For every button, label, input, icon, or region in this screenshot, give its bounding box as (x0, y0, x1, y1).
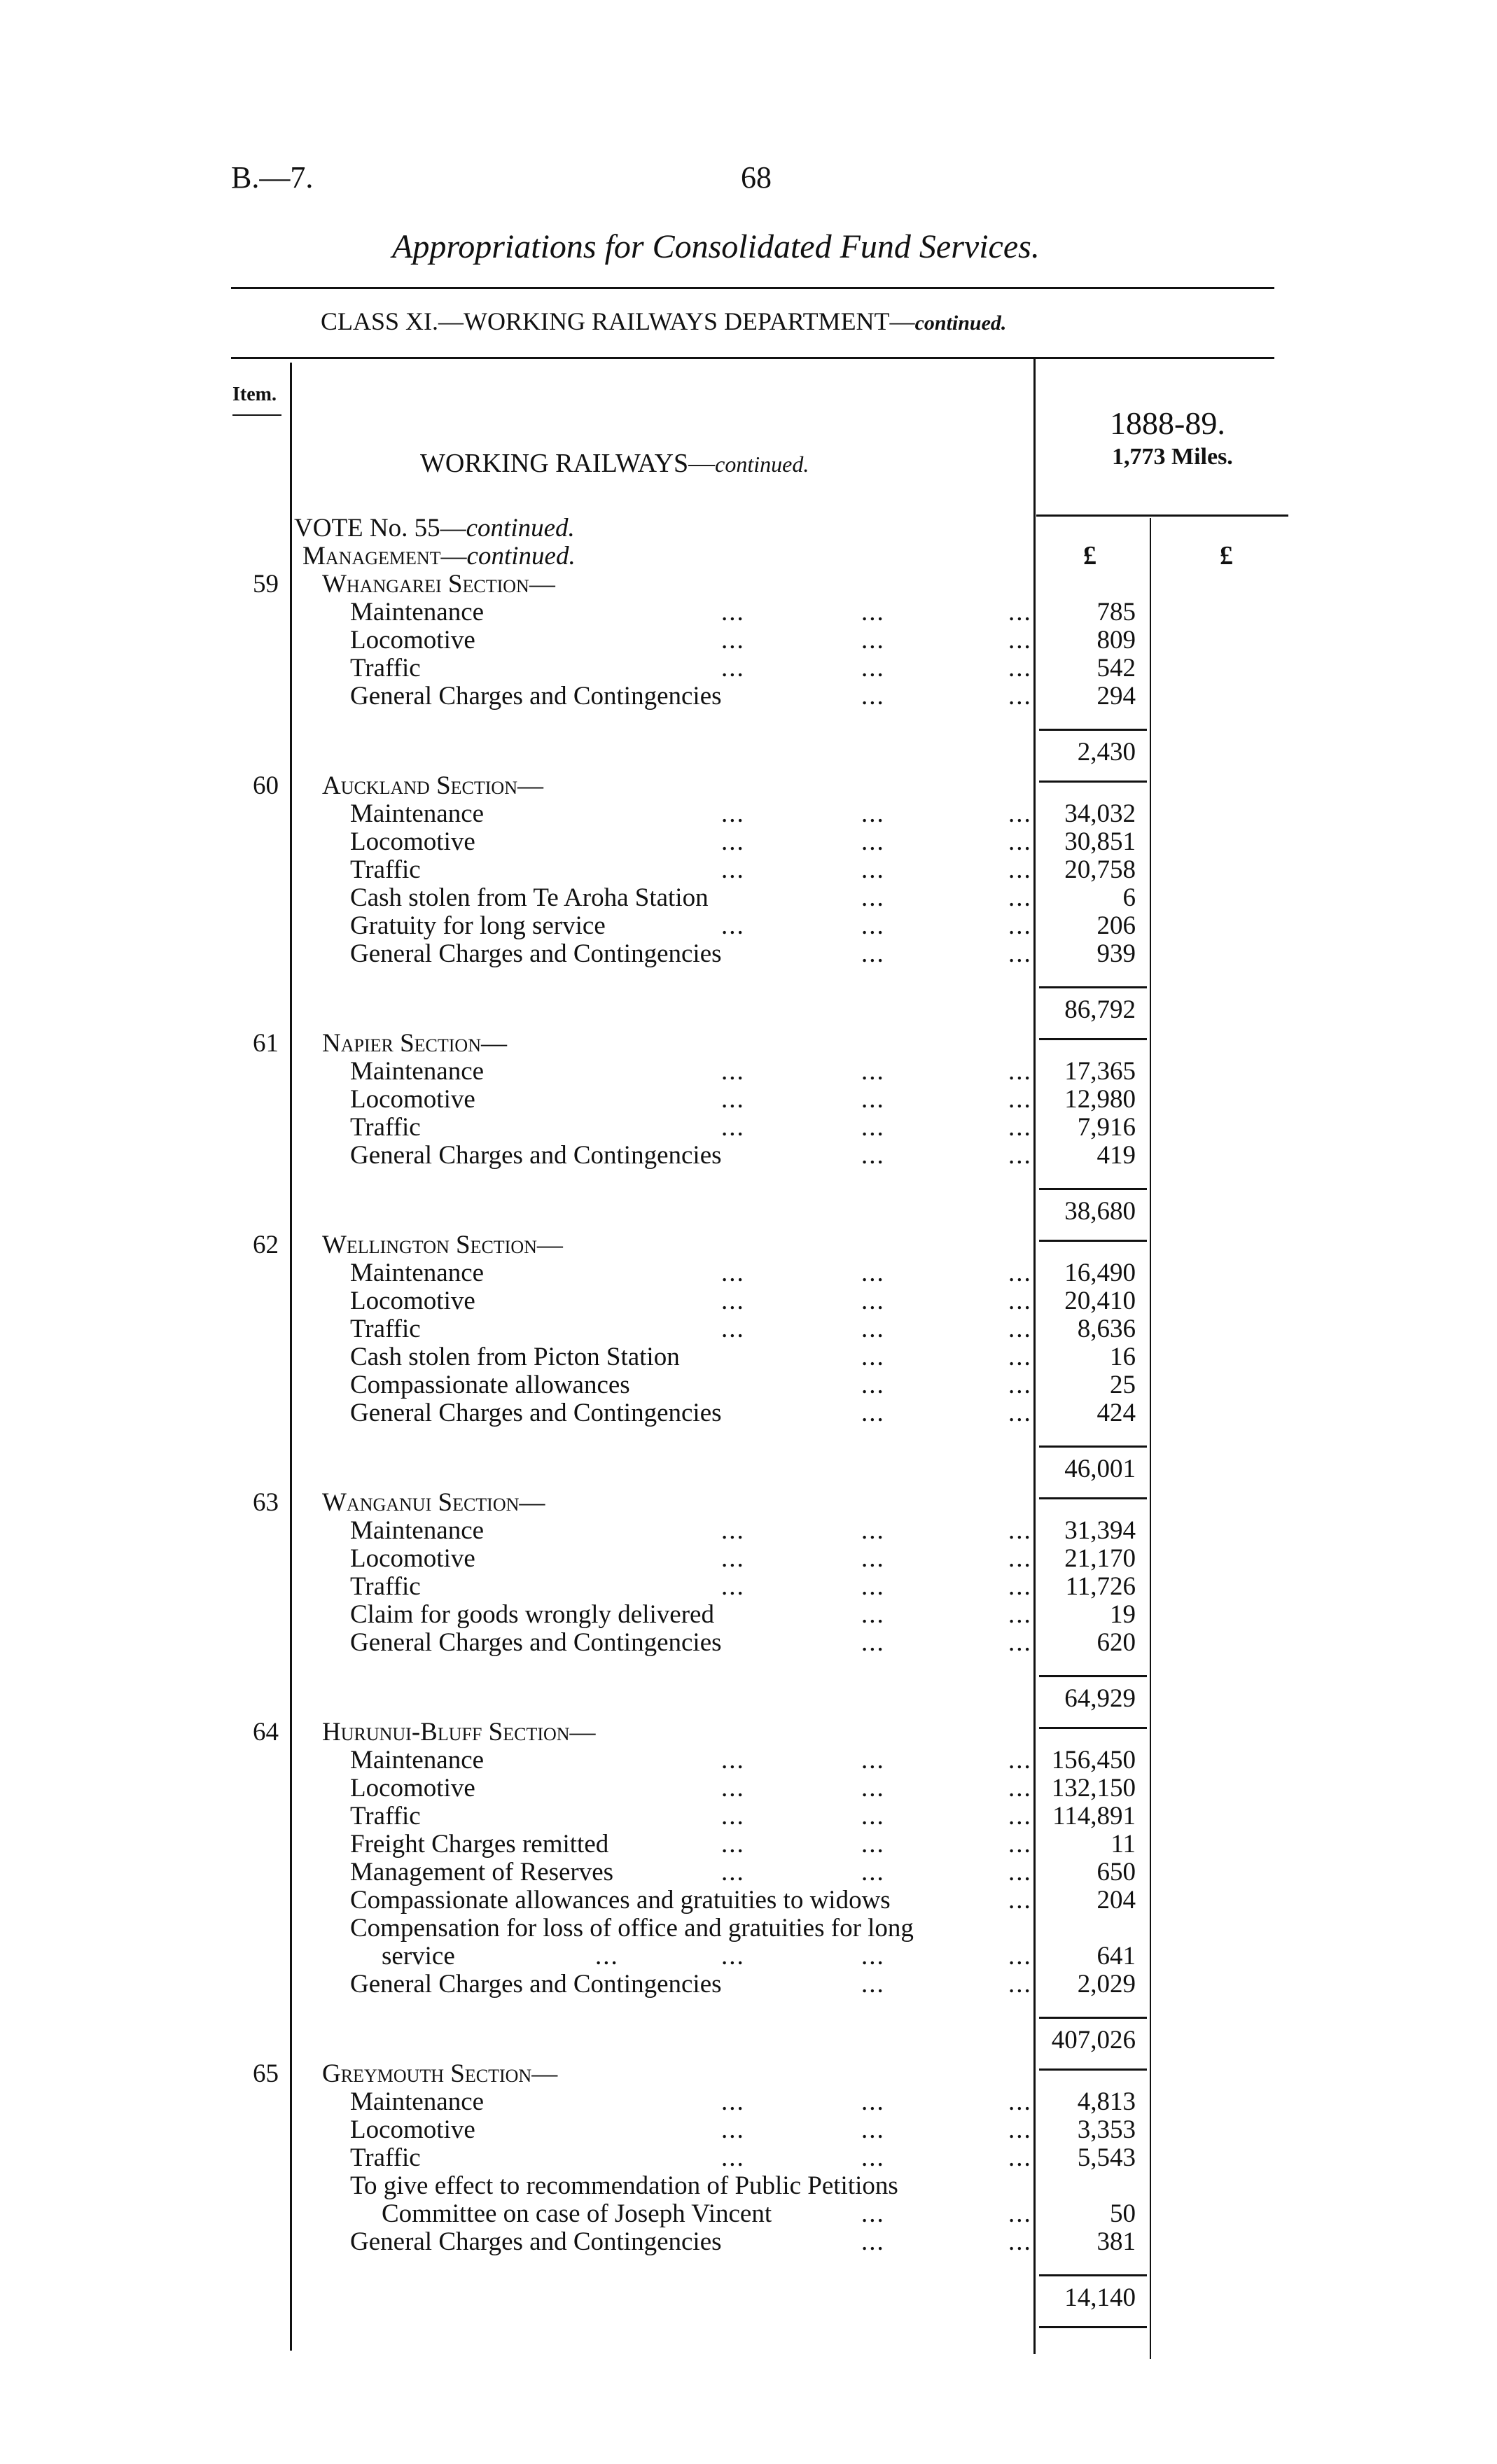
line-item-amount: 3,353 (1077, 2115, 1136, 2144)
line-item-description: Locomotive (350, 1774, 475, 1802)
page-title: Appropriations for Consolidated Fund Services. (392, 228, 1040, 265)
section-total-row (0, 2276, 1497, 2318)
section-name: Napier Section— (322, 1029, 507, 1058)
year-heading: 1888-89. (1110, 405, 1225, 441)
dot-leader: ... (861, 598, 885, 626)
line-item-row (0, 2144, 1497, 2172)
section-total-amount: 86,792 (1064, 995, 1136, 1024)
section-name: Whangarei Section— (322, 570, 555, 598)
section-total-row (0, 1676, 1497, 1718)
dot-leader: ... (1008, 939, 1032, 968)
dot-leader: ... (861, 1802, 885, 1830)
dot-leader: ... (861, 939, 885, 968)
item-number: 60 (253, 771, 279, 800)
line-item-row (0, 1287, 1497, 1315)
line-item-amount: 12,980 (1064, 1085, 1136, 1114)
item-header-rule (232, 414, 281, 416)
management-label-text: Management— (302, 542, 467, 570)
dot-leader: ... (861, 1774, 885, 1802)
item-number: 65 (253, 2059, 279, 2088)
section-name: Auckland Section— (322, 771, 543, 800)
line-item-row (0, 2116, 1497, 2144)
line-item-row (0, 1399, 1497, 1427)
line-item-amount: 11 (1110, 1830, 1136, 1858)
line-item-description: Maintenance (350, 1746, 485, 1774)
line-item-amount: 809 (1096, 626, 1136, 654)
dot-leader: ... (1008, 1371, 1032, 1399)
item-number: 63 (253, 1488, 279, 1517)
total-spacer (0, 710, 1497, 730)
dot-leader: ... (861, 626, 885, 654)
dot-leader: ... (861, 1343, 885, 1371)
table-top-rule (231, 357, 1274, 359)
dot-leader: ... (1008, 1942, 1032, 1970)
dot-leader: ... (721, 1544, 745, 1573)
currency-symbol-2: £ (1220, 541, 1233, 570)
dot-leader: ... (861, 855, 885, 884)
line-item-row (0, 1970, 1497, 1998)
line-item-description: Locomotive (350, 1085, 475, 1114)
item-number: 64 (253, 1718, 279, 1746)
dot-leader: ... (721, 799, 745, 828)
dot-leader: ... (721, 1774, 745, 1802)
dot-leader: ... (721, 2087, 745, 2116)
dot-leader: ... (721, 911, 745, 940)
line-item-row (0, 1573, 1497, 1601)
line-item-amount: 939 (1096, 939, 1136, 968)
line-item-row (0, 1142, 1497, 1170)
line-item-amount: 114,891 (1052, 1802, 1136, 1830)
dot-leader: ... (1008, 2227, 1032, 2256)
dot-leader: ... (1008, 1399, 1032, 1427)
total-spacer (0, 1427, 1497, 1447)
line-item-row (0, 2228, 1497, 2256)
line-item-description: General Charges and Contingencies (350, 2227, 722, 2256)
dot-leader: ... (861, 1516, 885, 1545)
line-item-row (0, 598, 1497, 626)
dot-leader: ... (861, 654, 885, 682)
appropriation-table-body (0, 514, 1497, 2318)
line-item-description: Cash stolen from Picton Station (350, 1343, 680, 1371)
section-total-amount: 14,140 (1064, 2283, 1136, 2312)
dot-leader: ... (861, 1600, 885, 1629)
dot-leader: ... (861, 2087, 885, 2116)
section-total-amount: 2,430 (1077, 738, 1136, 766)
dot-leader: ... (1008, 1544, 1032, 1573)
line-item-description: Traffic (350, 855, 421, 884)
dot-leader: ... (721, 654, 745, 682)
dot-leader: ... (721, 1085, 745, 1114)
dot-leader: ... (861, 1287, 885, 1315)
line-item-row (0, 940, 1497, 968)
line-item-amount: 25 (1110, 1371, 1136, 1399)
vote-label-text: VOTE No. 55— (294, 514, 466, 542)
line-item-description: General Charges and Contingencies (350, 939, 722, 968)
dot-leader: ... (861, 1746, 885, 1774)
line-item-row (0, 1114, 1497, 1142)
dot-leader: ... (861, 1858, 885, 1886)
line-item-description: General Charges and Contingencies (350, 1141, 722, 1170)
total-spacer (0, 1170, 1497, 1189)
line-item-amount: 4,813 (1077, 2087, 1136, 2116)
section-header-row (0, 1030, 1497, 1058)
dot-leader: ... (861, 799, 885, 828)
line-item-description: Maintenance (350, 1259, 485, 1287)
table-heading-continued: continued. (715, 451, 809, 477)
line-item-row (0, 682, 1497, 710)
dot-leader: ... (1008, 1057, 1032, 1086)
dot-leader: ... (861, 2115, 885, 2144)
line-item-description: Maintenance (350, 2087, 485, 2116)
dot-leader: ... (721, 1572, 745, 1601)
section-name: Greymouth Section— (322, 2059, 558, 2088)
line-item-row (0, 800, 1497, 828)
dot-leader: ... (721, 1113, 745, 1142)
dot-leader: ... (861, 1572, 885, 1601)
dot-leader: ... (1008, 654, 1032, 682)
line-item-row (0, 1058, 1497, 1086)
line-item-amount: 8,636 (1077, 1315, 1136, 1343)
line-item-amount: 34,032 (1064, 799, 1136, 828)
line-item-description: Traffic (350, 1802, 421, 1830)
line-item-row (0, 1601, 1497, 1629)
class-title-text: CLASS XI.—WORKING RAILWAYS DEPARTMENT— (321, 307, 915, 335)
dot-leader: ... (721, 626, 745, 654)
title-rule (231, 287, 1274, 289)
document-reference: B.—7. (231, 160, 314, 195)
dot-leader: ... (595, 1942, 619, 1970)
dot-leader: ... (1008, 1113, 1032, 1142)
dot-leader: ... (1008, 2087, 1032, 2116)
line-item-description: Management of Reserves (350, 1858, 614, 1886)
dot-leader: ... (861, 1970, 885, 1998)
line-item-description: Traffic (350, 1113, 421, 1142)
vote-label (294, 514, 575, 542)
dot-leader: ... (1008, 1746, 1032, 1774)
dot-leader: ... (1008, 598, 1032, 626)
line-item-row (0, 654, 1497, 682)
line-item-description: Compensation for loss of office and gratuities for long (350, 1914, 914, 1942)
line-item-row (0, 1259, 1497, 1287)
dot-leader: ... (861, 883, 885, 912)
line-item-amount: 424 (1096, 1399, 1136, 1427)
line-item-amount: 21,170 (1064, 1544, 1136, 1573)
dot-leader: ... (1008, 1343, 1032, 1371)
dot-leader: ... (1008, 1830, 1032, 1858)
line-item-description: General Charges and Contingencies (350, 1970, 722, 1998)
line-item-description: Traffic (350, 654, 421, 682)
line-item-description: service (382, 1942, 455, 1970)
dot-leader: ... (1008, 1858, 1032, 1886)
dot-leader: ... (1008, 1287, 1032, 1315)
dot-leader: ... (861, 911, 885, 940)
section-header-row (0, 1231, 1497, 1259)
dot-leader: ... (861, 2227, 885, 2256)
page-number: 68 (741, 160, 772, 195)
line-item-row (0, 856, 1497, 884)
line-item-row (0, 1802, 1497, 1830)
dot-leader: ... (1008, 1572, 1032, 1601)
dot-leader: ... (1008, 626, 1032, 654)
line-item-description: Locomotive (350, 827, 475, 856)
line-item-description: Locomotive (350, 1287, 475, 1315)
dot-leader: ... (721, 2143, 745, 2172)
dot-leader: ... (1008, 883, 1032, 912)
dot-leader: ... (1008, 855, 1032, 884)
dot-leader: ... (1008, 682, 1032, 710)
dot-leader: ... (861, 1371, 885, 1399)
section-total-amount: 64,929 (1064, 1684, 1136, 1713)
dot-leader: ... (1008, 2199, 1032, 2228)
line-item-description: Traffic (350, 1572, 421, 1601)
dot-leader: ... (861, 1399, 885, 1427)
dot-leader: ... (861, 1259, 885, 1287)
line-item-description: General Charges and Contingencies (350, 1399, 722, 1427)
line-item-amount: 641 (1096, 1942, 1136, 1970)
management-continued: continued. (466, 542, 576, 570)
dot-leader: ... (861, 1628, 885, 1657)
line-item-description: Maintenance (350, 1057, 485, 1086)
dot-leader: ... (1008, 1802, 1032, 1830)
dot-leader: ... (721, 2115, 745, 2144)
line-item-row (0, 912, 1497, 940)
dot-leader: ... (1008, 1085, 1032, 1114)
line-item-amount: 419 (1096, 1141, 1136, 1170)
dot-leader: ... (861, 1830, 885, 1858)
line-item-amount: 11,726 (1065, 1572, 1136, 1601)
dot-leader: ... (721, 827, 745, 856)
line-item-row (0, 1371, 1497, 1399)
line-item-row (0, 1914, 1497, 1942)
dot-leader: ... (721, 1287, 745, 1315)
line-item-row (0, 626, 1497, 654)
line-item-amount: 19 (1110, 1600, 1136, 1629)
total-spacer (0, 1657, 1497, 1676)
line-item-description: Compassionate allowances and gratuities to widows (350, 1886, 891, 1914)
line-item-row (0, 1858, 1497, 1886)
section-header-row (0, 1489, 1497, 1517)
line-item-row (0, 1517, 1497, 1545)
line-item-row (0, 884, 1497, 912)
line-item-amount: 204 (1096, 1886, 1136, 1914)
line-item-description: General Charges and Contingencies (350, 1628, 722, 1657)
line-item-amount: 16 (1110, 1343, 1136, 1371)
line-item-amount: 650 (1096, 1858, 1136, 1886)
dot-leader: ... (1008, 1628, 1032, 1657)
class-title-continued: continued. (914, 312, 1007, 335)
line-item-description: Compassionate allowances (350, 1371, 630, 1399)
vote-heading (0, 514, 1497, 542)
line-item-amount: 16,490 (1064, 1259, 1136, 1287)
line-item-description: Maintenance (350, 598, 485, 626)
section-total-row (0, 1189, 1497, 1231)
table-heading (420, 448, 809, 479)
line-item-row (0, 1886, 1497, 1914)
line-item-description: Locomotive (350, 2115, 475, 2144)
line-item-row (0, 1629, 1497, 1657)
table-heading-text: WORKING RAILWAYS— (420, 449, 716, 478)
line-item-amount: 30,851 (1064, 827, 1136, 856)
currency-symbol-1: £ (1083, 541, 1096, 570)
item-number: 62 (253, 1231, 279, 1259)
dot-leader: ... (1008, 2143, 1032, 2172)
dot-leader: ... (861, 1315, 885, 1343)
dot-leader: ... (861, 2199, 885, 2228)
dot-leader: ... (1008, 2115, 1032, 2144)
section-total-row (0, 1447, 1497, 1489)
section-total-amount: 46,001 (1064, 1455, 1136, 1483)
section-name: Wanganui Section— (322, 1488, 545, 1517)
dot-leader: ... (721, 1942, 745, 1970)
line-item-description: Maintenance (350, 1516, 485, 1545)
line-item-description: Locomotive (350, 1544, 475, 1573)
dot-leader: ... (1008, 827, 1032, 856)
dot-leader: ... (861, 1113, 885, 1142)
dot-leader: ... (861, 1085, 885, 1114)
dot-leader: ... (861, 827, 885, 856)
line-item-row (0, 1830, 1497, 1858)
line-item-amount: 50 (1110, 2199, 1136, 2228)
line-item-row (0, 1086, 1497, 1114)
line-item-amount: 6 (1122, 883, 1136, 912)
dot-leader: ... (1008, 1516, 1032, 1545)
line-item-description: Gratuity for long service (350, 911, 606, 940)
dot-leader: ... (721, 1858, 745, 1886)
dot-leader: ... (861, 1141, 885, 1170)
line-item-row (0, 1343, 1497, 1371)
total-spacer (0, 1998, 1497, 2018)
line-item-description: General Charges and Contingencies (350, 682, 722, 710)
line-item-description: Committee on case of Joseph Vincent (382, 2199, 772, 2228)
dot-leader: ... (1008, 1600, 1032, 1629)
dot-leader: ... (1008, 1774, 1032, 1802)
line-item-description: Claim for goods wrongly delivered (350, 1600, 714, 1629)
section-total-row (0, 730, 1497, 772)
line-item-row (0, 828, 1497, 856)
line-item-amount: 294 (1096, 682, 1136, 710)
dot-leader: ... (1008, 1886, 1032, 1914)
line-item-row (0, 1746, 1497, 1774)
line-item-row (0, 1942, 1497, 1970)
line-item-amount: 20,410 (1064, 1287, 1136, 1315)
line-item-description: To give effect to recommendation of Public Petitions (350, 2171, 898, 2200)
item-number: 61 (253, 1029, 279, 1058)
dot-leader: ... (1008, 911, 1032, 940)
line-item-amount: 620 (1096, 1628, 1136, 1657)
line-item-amount: 206 (1096, 911, 1136, 940)
dot-leader: ... (721, 598, 745, 626)
line-item-amount: 20,758 (1064, 855, 1136, 884)
sections-container (0, 570, 1497, 2318)
line-item-description: Freight Charges remitted (350, 1830, 609, 1858)
line-item-amount: 381 (1096, 2227, 1136, 2256)
line-item-amount: 542 (1096, 654, 1136, 682)
line-item-row (0, 1774, 1497, 1802)
line-item-amount: 2,029 (1077, 1970, 1136, 1998)
dot-leader: ... (861, 1942, 885, 1970)
total-spacer (0, 968, 1497, 988)
dot-leader: ... (721, 1259, 745, 1287)
section-total-amount: 38,680 (1064, 1197, 1136, 1226)
line-item-row (0, 1545, 1497, 1573)
dot-leader: ... (861, 682, 885, 710)
management-label (302, 542, 576, 570)
vote-continued: continued. (466, 514, 575, 542)
section-total-row (0, 2018, 1497, 2060)
dot-leader: ... (721, 1315, 745, 1343)
section-header-row (0, 570, 1497, 598)
line-item-amount: 156,450 (1051, 1746, 1136, 1774)
item-column-header: Item. (232, 384, 277, 405)
line-item-description: Maintenance (350, 799, 485, 828)
line-item-amount: 7,916 (1077, 1113, 1136, 1142)
section-header-row (0, 2060, 1497, 2088)
dot-leader: ... (721, 1830, 745, 1858)
dot-leader: ... (1008, 1141, 1032, 1170)
dot-leader: ... (721, 1057, 745, 1086)
dot-leader: ... (861, 1057, 885, 1086)
section-total-amount: 407,026 (1051, 2026, 1136, 2054)
line-item-description: Traffic (350, 2143, 421, 2172)
line-item-row (0, 2088, 1497, 2116)
total-spacer (0, 2256, 1497, 2276)
dot-leader: ... (861, 1544, 885, 1573)
dot-leader: ... (1008, 1970, 1032, 1998)
dot-leader: ... (1008, 1259, 1032, 1287)
management-heading (0, 542, 1497, 570)
line-item-row (0, 1315, 1497, 1343)
line-item-amount: 31,394 (1064, 1516, 1136, 1545)
line-item-amount: 5,543 (1077, 2143, 1136, 2172)
section-name: Hurunui-Bluff Section— (322, 1718, 596, 1746)
line-item-description: Cash stolen from Te Aroha Station (350, 883, 709, 912)
line-item-amount: 785 (1096, 598, 1136, 626)
miles-heading: 1,773 Miles. (1112, 444, 1233, 470)
line-item-amount: 132,150 (1051, 1774, 1136, 1802)
section-header-row (0, 1718, 1497, 1746)
section-name: Wellington Section— (322, 1231, 563, 1259)
section-header-row (0, 772, 1497, 800)
class-title (321, 307, 1006, 336)
dot-leader: ... (1008, 799, 1032, 828)
line-item-description: Traffic (350, 1315, 421, 1343)
line-item-description: Locomotive (350, 626, 475, 654)
total-underline-rule (1039, 2326, 1147, 2328)
item-number: 59 (253, 570, 279, 598)
dot-leader: ... (721, 1746, 745, 1774)
line-item-row (0, 2172, 1497, 2200)
line-item-row (0, 2200, 1497, 2228)
dot-leader: ... (721, 1516, 745, 1545)
section-total-row (0, 988, 1497, 1030)
dot-leader: ... (861, 2143, 885, 2172)
dot-leader: ... (721, 1802, 745, 1830)
dot-leader: ... (721, 855, 745, 884)
line-item-amount: 17,365 (1064, 1057, 1136, 1086)
dot-leader: ... (1008, 1315, 1032, 1343)
